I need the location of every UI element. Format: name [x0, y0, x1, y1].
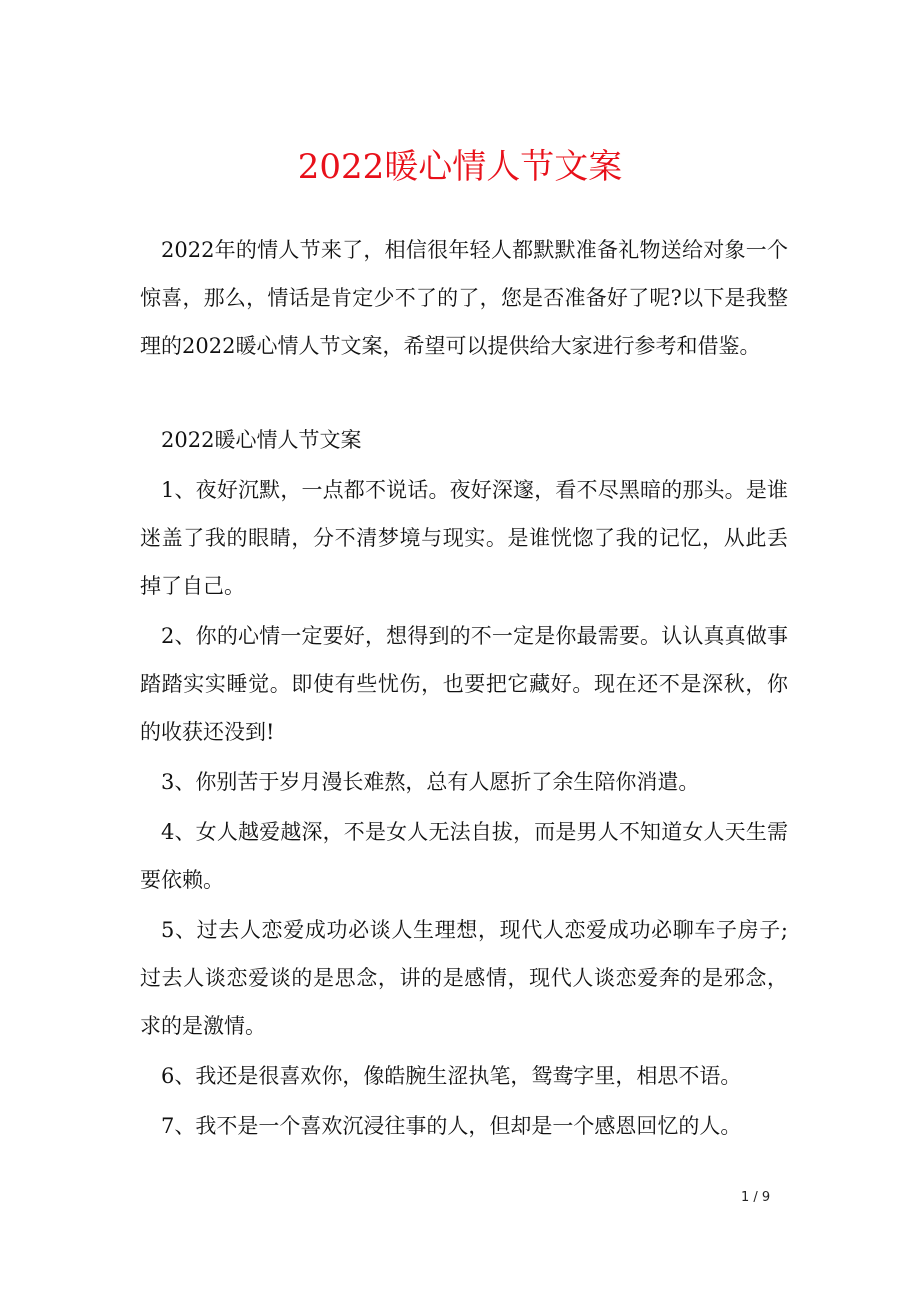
document-title: 2022暖心情人节文案	[297, 147, 623, 187]
list-item: 6、我还是很喜欢你，像皓腕生涩执笔，鸳鸯字里，相思不语。	[161, 1064, 742, 1088]
list-item: 3、你别苦于岁月漫长难熬，总有人愿折了余生陪你消遣。	[161, 770, 700, 794]
page-number: 1 / 9	[741, 1190, 771, 1205]
list-item: 4、女人越爱越深，不是女人无法自拔，而是男人不知道女人天生需要依赖。	[140, 820, 788, 892]
document-body	[140, 226, 788, 1150]
list-item: 2、你的心情一定要好，想得到的不一定是你最需要。认认真真做事踏踏实实睡觉。即使有些忧伤，也要把它藏好。现在还不是深秋，你的收获还没到!	[140, 624, 788, 744]
list-item: 7、我不是一个喜欢沉浸往事的人，但却是一个感恩回忆的人。	[161, 1114, 742, 1138]
list-item: 5、过去人恋爱成功必谈人生理想，现代人恋爱成功必聊车子房子;过去人谈恋爱谈的是思念，讲的是感情，现代人谈恋爱奔的是邪念，求的是激情。	[140, 918, 788, 1038]
section-heading: 2022暖心情人节文案	[161, 428, 362, 452]
intro-paragraph: 2022年的情人节来了，相信很年轻人都默默准备礼物送给对象一个惊喜，那么，情话是肯定少不了的了，您是否准备好了呢?以下是我整理的2022暖心情人节文案，希望可以提供给大家进行参考和借鉴。	[140, 238, 788, 358]
list-item: 1、夜好沉默，一点都不说话。夜好深邃，看不尽黑暗的那头。是谁迷盖了我的眼睛，分不清梦境与现实。是谁恍惚了我的记忆，从此丢掉了自己。	[140, 478, 788, 598]
